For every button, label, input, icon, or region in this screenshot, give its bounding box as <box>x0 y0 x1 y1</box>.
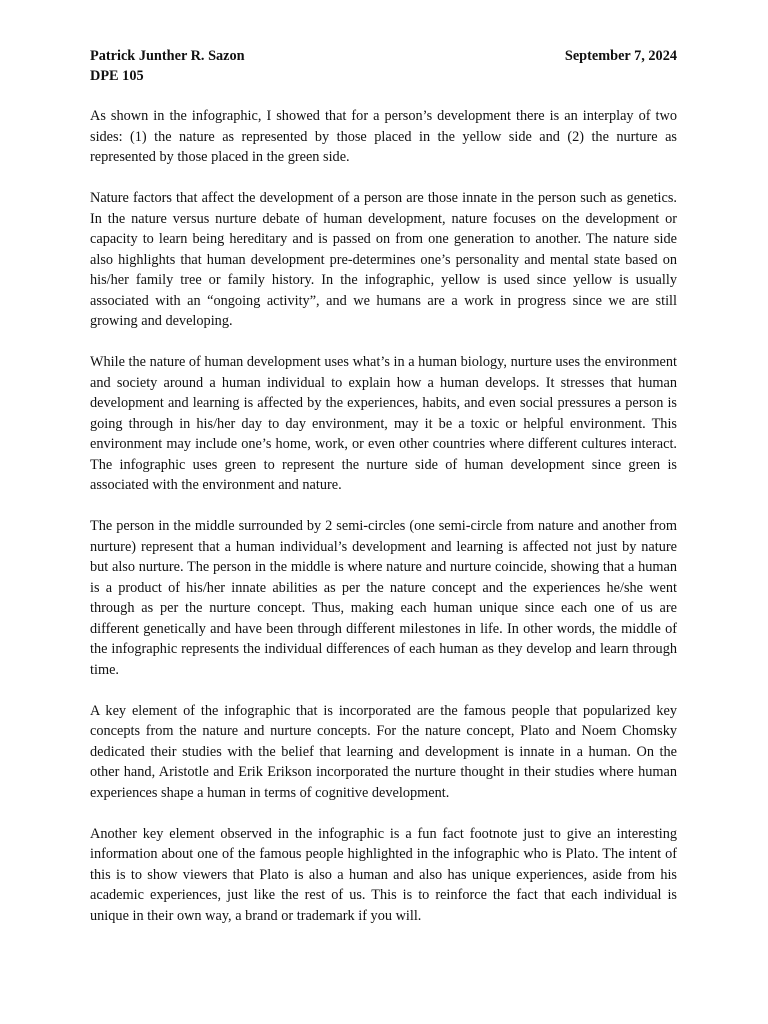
document-date: September 7, 2024 <box>564 48 677 64</box>
paragraph-famous-people: A key element of the infographic that is incorporated are the famous people that popularized key concepts from the nature and nurture concepts. For the nature concept, Plato and Noem Chomsky dedicated their studies with the belief that learning and development is innate in a human. On the other hand, Aristotle and Erik Erikson incorporated the nurture thought in their studies where human experiences shape a human in terms of cognitive development. <box>90 702 677 801</box>
paragraph-nurture: While the nature of human development uses what’s in a human biology, nurture uses the environment and society around a human individual to explain how a human develops. It stresses that human development and learning is affected by the experiences, habits, and even social pressures a person is going through in his/her day to day environment, may it be a toxic or helpful environment. This environment may include one’s home, work, or even other countries where different cultures interact. The infographic uses green to represent the nurture side of human development since green is associated with the environment and nature. <box>90 354 677 493</box>
paragraph-nature: Nature factors that affect the development of a person are those innate in the person such as genetics. In the nature versus nurture debate of human development, nature focuses on the development or capacity to learn being hereditary and is passed on from one generation to another. The nature side also highlights that human development pre-determines one’s personality and mental state based on his/her family tree or family history. In the infographic, yellow is used since yellow is usually associated with an “ongoing activity”, and we humans are a work in progress since we are still growing and developing. <box>90 190 677 329</box>
paragraph-intro: As shown in the infographic, I showed that for a person’s development there is an interplay of two sides: (1) the nature as represented by those placed in the yellow side and (2) the nurture as represented by those placed in the green side. <box>90 108 677 165</box>
author-name: Patrick Junther R. Sazon <box>90 48 245 64</box>
document-page <box>90 46 677 947</box>
course-code: DPE 105 <box>90 68 144 84</box>
paragraph-fun-fact: Another key element observed in the infographic is a fun fact footnote just to give an interesting information about one of the famous people highlighted in the infographic who is Plato. The intent of this is to show viewers that Plato is also a human and also has unique experiences, aside from his academic experiences, just like the rest of us. This is to reinforce the fact that each individual is unique in their own way, a brand or trademark if you will. <box>90 825 677 924</box>
document-header <box>90 46 677 66</box>
paragraph-middle-person: The person in the middle surrounded by 2 semi-circles (one semi-circle from nature and another from nurture) represent that a human individual’s development and learning is affected not just by nature but also nurture. The person in the middle is where nature and nurture coincide, showing that a human is a product of his/her innate abilities as per the nature concept and the experiences he/she went through as per the nurture concept. Thus, making each human unique since each one of us are different genetically and have been through different milestones in life. In other words, the middle of the infographic represents the individual differences of each human as they develop and learn through time. <box>90 518 677 678</box>
